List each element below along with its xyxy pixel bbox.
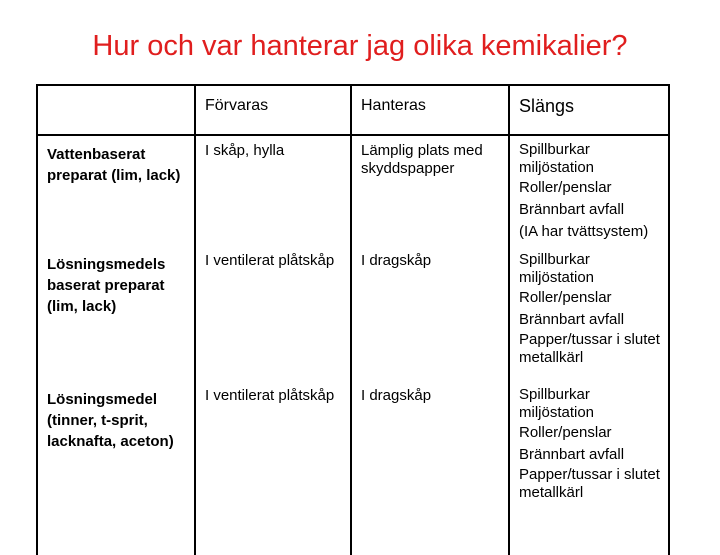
header-forvaras-label: Förvaras — [205, 97, 269, 114]
header-slangs — [509, 85, 669, 135]
disposal-item: Roller/penslar — [519, 424, 612, 441]
cell-hanteras: Lämplig plats med skyddspapper — [351, 135, 509, 248]
cell-forvaras: I skåp, hylla — [195, 135, 351, 248]
cell-slangs — [509, 248, 669, 383]
header-hanteras — [351, 85, 509, 135]
cell-forvaras: I ventilerat plåtskåp — [195, 383, 351, 555]
row-label: Lösningsmedels baserat preparat (lim, lack) — [37, 248, 195, 383]
disposal-item: Spillburkar miljöstation — [519, 251, 595, 286]
cell-hanteras: I dragskåp — [351, 248, 509, 383]
table-header-row — [37, 85, 669, 135]
cell-slangs — [509, 135, 669, 248]
header-forvaras — [195, 85, 351, 135]
slide-title: Hur och var hanterar jag olika kemikalier? — [92, 30, 628, 62]
disposal-item: Papper/tussar i slutet metallkärl — [519, 331, 660, 366]
cell-forvaras: I ventilerat plåtskåp — [195, 248, 351, 383]
header-empty — [37, 85, 195, 135]
disposal-item: Roller/penslar — [519, 289, 612, 306]
disposal-item: (IA har tvättsystem) — [519, 223, 649, 240]
table-row — [37, 248, 669, 383]
disposal-item: Brännbart avfall — [519, 201, 625, 218]
disposal-item: Spillburkar miljöstation — [519, 386, 595, 421]
disposal-item: Papper/tussar i slutet metallkärl — [519, 466, 660, 501]
disposal-item: Brännbart avfall — [519, 311, 625, 328]
disposal-item: Spillburkar miljöstation — [519, 141, 595, 176]
header-hanteras-label: Hanteras — [361, 97, 426, 114]
table-row — [37, 135, 669, 248]
row-label: Lösningsmedel (tinner, t-sprit, lacknafta, aceton) — [37, 383, 195, 555]
header-slangs-label: Slängs — [519, 96, 575, 116]
table-row — [37, 383, 669, 555]
row-label: Vattenbaserat preparat (lim, lack) — [37, 135, 195, 248]
cell-slangs — [509, 383, 669, 555]
disposal-item: Brännbart avfall — [519, 446, 625, 463]
cell-hanteras: I dragskåp — [351, 383, 509, 555]
disposal-item: Roller/penslar — [519, 179, 612, 196]
chemicals-table — [36, 84, 670, 555]
